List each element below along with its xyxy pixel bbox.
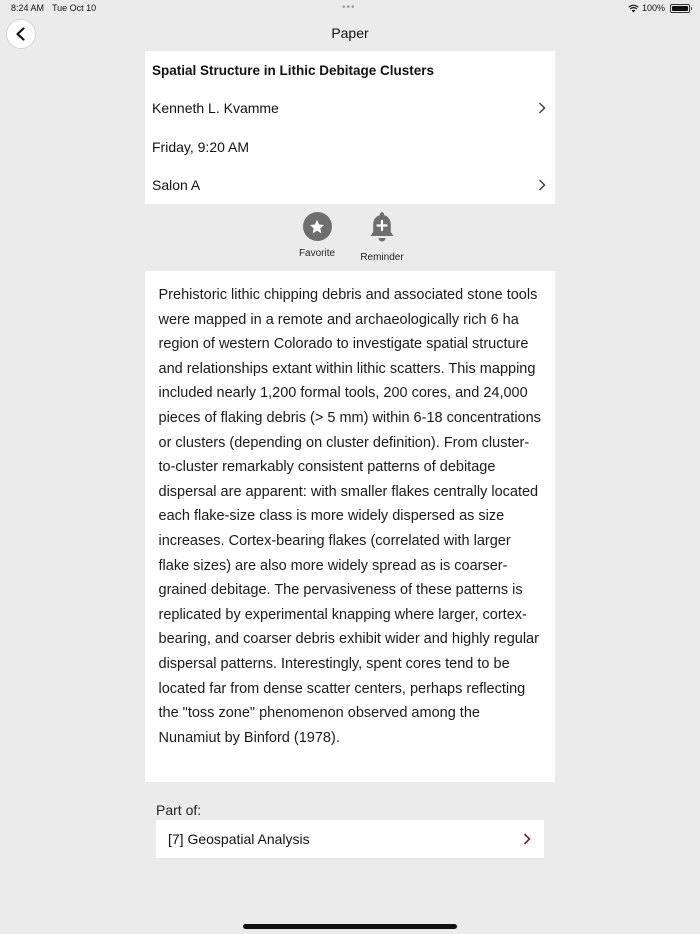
time-row bbox=[145, 128, 555, 166]
page-title: Paper bbox=[331, 25, 369, 41]
chevron-right-icon bbox=[523, 833, 531, 845]
author-name: Kenneth L. Kvamme bbox=[152, 100, 279, 117]
abstract-card bbox=[145, 271, 555, 782]
abstract-text: Prehistoric lithic chipping debris and associated stone tools were mapped in a remote and archaeologically rich 6 ha region of western Colorado to investigate spatial structure and relationships extant within lithic scatters. This mapping included nearly 1,200 formal tools, 200 cores, and 24,000 pieces of flaking debris (> 5 mm) within 6-18 concentrations or clusters (depending on cluster definition). From cluster-to-cluster remarkably consistent patterns of debitage dispersal are apparent: with smaller flakes centrally located each flake-size class is more widely dispersed as size increases. Cortex-bearing flakes (correlated with larger flake sizes) are also more widely spread as is coarser-grained debitage. The pervasiveness of these patterns is replicated by experimental knapping where larger, cortex-bearing, and coarser debris exhibit wider and highly regular dispersal patterns. Interestingly, spent cores tend to be located far from dense scatter centers, perhaps reflecting the "toss zone" phenomenon observed among the Nunamiut by Binford (1978). bbox=[158, 287, 541, 746]
wifi-icon bbox=[628, 4, 639, 13]
reminder-button[interactable] bbox=[352, 212, 412, 263]
session-link[interactable] bbox=[156, 820, 544, 858]
paper-info-card bbox=[145, 51, 555, 204]
multitasking-dots-icon[interactable]: ••• bbox=[342, 2, 356, 13]
favorite-button[interactable] bbox=[287, 212, 347, 259]
home-indicator[interactable] bbox=[243, 924, 457, 929]
favorite-label: Favorite bbox=[298, 248, 336, 259]
chevron-right-icon bbox=[538, 179, 546, 191]
chevron-right-icon bbox=[538, 102, 546, 114]
bell-plus-icon bbox=[368, 211, 396, 243]
session-time: Friday, 9:20 AM bbox=[152, 138, 250, 155]
status-indicators bbox=[628, 3, 690, 13]
location-row[interactable] bbox=[145, 166, 555, 204]
status-time: 8:24 AM bbox=[11, 3, 45, 13]
paper-title-text: Spatial Structure in Lithic Debitage Clusters bbox=[152, 62, 435, 78]
star-icon bbox=[303, 212, 332, 241]
location-name: Salon A bbox=[152, 176, 201, 193]
author-row[interactable] bbox=[145, 89, 555, 127]
battery-icon bbox=[670, 4, 690, 13]
part-of-label: Part of: bbox=[156, 802, 202, 818]
session-name: [7] Geospatial Analysis bbox=[168, 831, 310, 847]
action-bar bbox=[145, 204, 555, 270]
reminder-label: Reminder bbox=[360, 252, 404, 263]
battery-percent: 100% bbox=[641, 3, 665, 13]
paper-title bbox=[145, 51, 555, 89]
status-bar bbox=[0, 0, 700, 18]
status-date: Tue Oct 10 bbox=[52, 3, 97, 13]
